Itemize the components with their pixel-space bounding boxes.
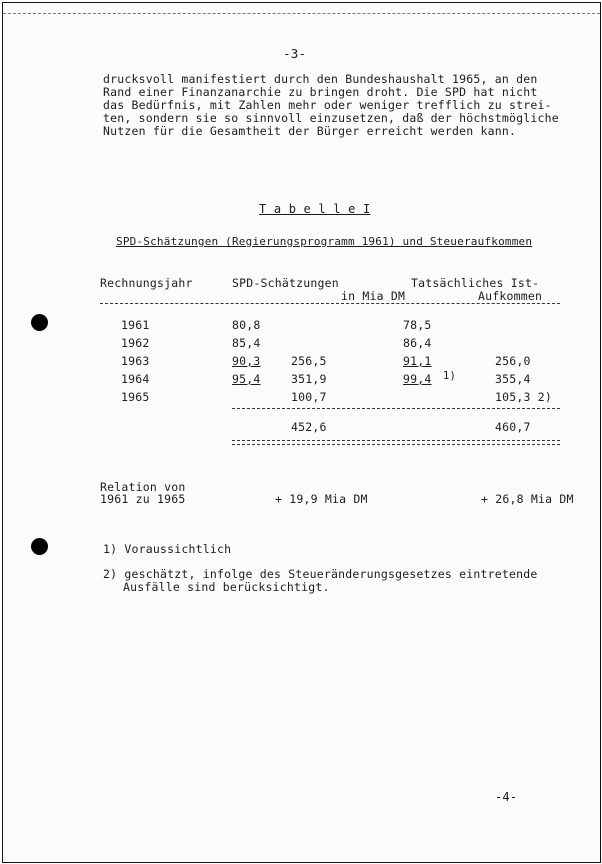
intro-line-2: Rand einer Finanzanarchie zu bringen droht. Die SPD hat nicht xyxy=(103,85,538,99)
relation-actual: + 26,8 Mia DM xyxy=(481,492,574,506)
actual-cell: 99,4 xyxy=(403,372,432,386)
year-cell: 1961 xyxy=(121,318,150,332)
footnote-1: 1) Voraussichtlich xyxy=(103,542,232,556)
table-subtitle: SPD-Schätzungen (Regierungsprogramm 1961) und Steueraufkommen xyxy=(116,235,533,248)
header-actual-line1: Tatsächliches Ist- xyxy=(411,276,540,290)
actual-cell: 91,1 xyxy=(403,354,432,368)
relation-label-line2: 1961 zu 1965 xyxy=(100,492,186,506)
header-actual-line2: Aufkommen xyxy=(478,289,543,303)
estimate-sum-cell: 256,5 xyxy=(291,354,327,368)
year-cell: 1964 xyxy=(121,372,150,386)
punch-hole-bottom xyxy=(31,538,48,555)
actual-total: 460,7 xyxy=(495,420,531,434)
year-cell: 1962 xyxy=(121,336,150,350)
header-rule xyxy=(100,303,560,304)
year-cell: 1965 xyxy=(121,390,150,404)
actual-cell: 86,4 xyxy=(403,336,432,350)
actual-sum-cell: 355,4 xyxy=(495,372,531,386)
relation-label-line1: Relation von xyxy=(100,480,186,494)
footnote-2: 2) geschätzt, infolge des Steueränderungsgesetzes eintretende xyxy=(103,567,538,581)
punch-hole-top xyxy=(31,314,48,331)
intro-line-5: Nutzen für die Gesamtheit der Bürger erreicht werden kann. xyxy=(103,124,517,138)
header-year: Rechnungsjahr xyxy=(100,276,193,290)
actual-cell: 78,5 xyxy=(403,318,432,332)
actual-sum-cell: 256,0 xyxy=(495,354,531,368)
page-number: -3- xyxy=(283,46,307,61)
intro-line-1: drucksvoll manifestiert durch den Bundeshaushalt 1965, an den xyxy=(103,72,538,86)
year-cell: 1963 xyxy=(121,354,150,368)
estimate-sum-cell: 100,7 xyxy=(291,390,327,404)
estimate-cell: 95,4 xyxy=(232,372,261,386)
total-double-rule xyxy=(232,440,560,445)
document-page xyxy=(2,2,601,863)
intro-line-4: ten, sondern sie so sinnvoll einzusetzen, daß der höchstmögliche xyxy=(103,111,559,125)
subtotal-rule xyxy=(232,408,560,409)
actual-sum-cell: 105,3 2) xyxy=(495,390,552,404)
table-title: T a b e l l e I xyxy=(259,202,371,216)
estimate-cell: 90,3 xyxy=(232,354,261,368)
estimate-total: 452,6 xyxy=(291,420,327,434)
footnote-marker: 1) xyxy=(443,370,457,382)
next-page-marker: -4- xyxy=(495,790,518,804)
footnote-2-continued: Ausfälle sind berücksichtigt. xyxy=(123,580,330,594)
relation-estimate: + 19,9 Mia DM xyxy=(275,492,368,506)
estimate-cell: 85,4 xyxy=(232,336,261,350)
header-estimates: SPD-Schätzungen xyxy=(232,276,339,290)
estimate-sum-cell: 351,9 xyxy=(291,372,327,386)
intro-line-3: das Bedürfnis, mit Zahlen mehr oder weniger trefflich zu strei- xyxy=(103,98,552,112)
top-rule xyxy=(3,13,600,14)
header-unit: in Mia DM xyxy=(341,289,406,303)
estimate-cell: 80,8 xyxy=(232,318,261,332)
